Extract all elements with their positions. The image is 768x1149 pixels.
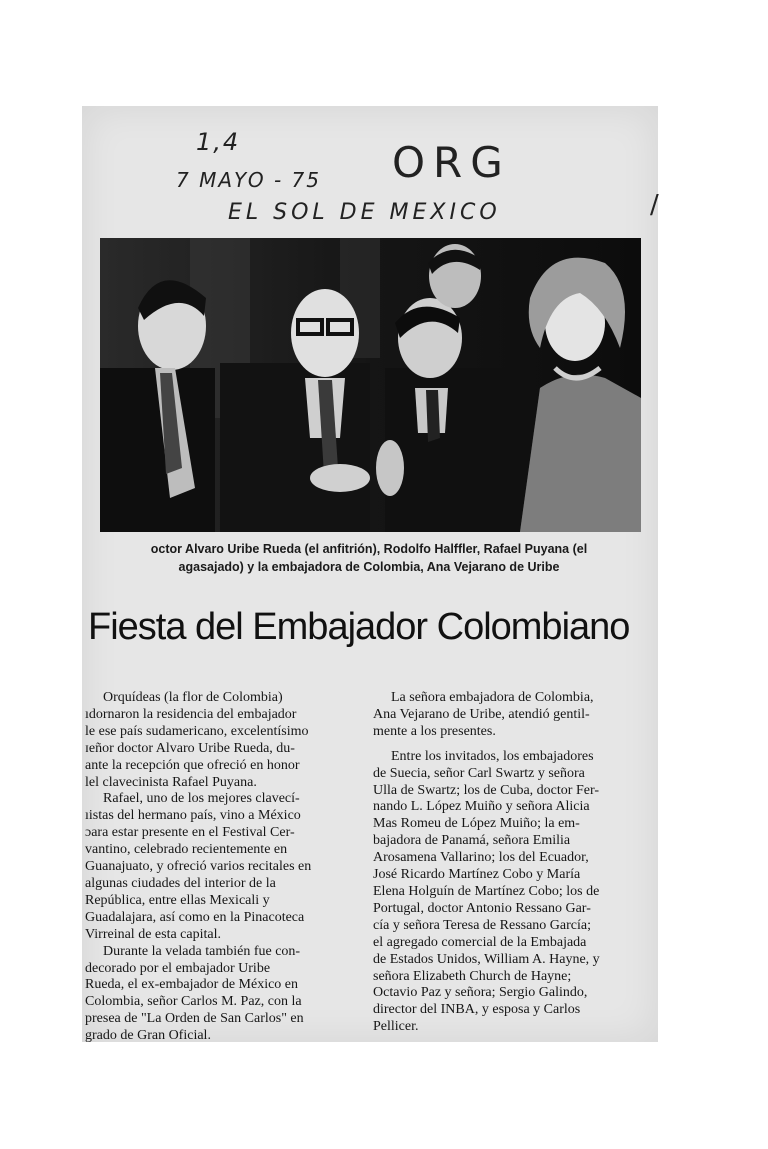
article-line: señora Elizabeth Church de Hayne;	[373, 968, 572, 984]
article-line: presea de "La Orden de San Carlos" en	[85, 1011, 304, 1027]
article-line: nando L. López Muiño y señora Alicia	[373, 799, 590, 815]
handwritten-newspaper-name: EL SOL DE MEXICO	[228, 200, 501, 225]
article-line: República, entre ellas Mexicali y	[85, 892, 270, 908]
article-line: Rafael, uno de los mejores clavecí-	[103, 791, 300, 807]
article-line: ɔara estar presente en el Festival Cer-	[85, 825, 295, 841]
caption-line-2: agasajado) y la embajadora de Colombia, Ana Vejarano de Uribe	[178, 560, 560, 574]
article-line: Guanajuato, y ofreció varios recitales en	[85, 859, 312, 875]
article-line: Orquídeas (la flor de Colombia)	[103, 690, 283, 705]
article-line: el agregado comercial de la Embajada	[373, 934, 587, 950]
article-line: La señora embajadora de Colombia,	[391, 690, 594, 705]
article-line: lel clavecinista Rafael Puyana.	[85, 774, 257, 790]
article-right-column	[373, 690, 645, 1036]
photo-of-five-people-icon	[100, 238, 641, 532]
article-line: Octavio Paz y señora; Sergio Galindo,	[373, 985, 588, 1001]
article-line: José Ricardo Martínez Cobo y María	[373, 867, 581, 883]
article-line: Portugal, doctor Antonio Ressano Gar-	[373, 900, 591, 916]
article-line: Ana Vejarano de Uribe, atendió gentil-	[373, 706, 590, 722]
handwritten-org-label: ORG	[392, 138, 511, 187]
article-line: ante la recepción que ofreció en honor	[85, 757, 300, 773]
article-line: Ulla de Swartz; los de Cuba, doctor Fer-	[373, 782, 599, 798]
article-line: mente a los presentes.	[373, 723, 496, 739]
article-line: cía y señora Teresa de Ressano García;	[373, 917, 591, 933]
handwritten-mark: /	[650, 190, 661, 220]
article-line: Entre los invitados, los embajadores	[391, 748, 594, 764]
article-line: Arosamena Vallarino; los del Ecuador,	[373, 850, 589, 866]
photo-caption	[94, 540, 644, 576]
article-line: Guadalajara, así como en la Pinacoteca	[85, 909, 305, 925]
caption-line-1: octor Alvaro Uribe Rueda (el anfitrión), Rodolfo Halffler, Rafael Puyana (el	[150, 542, 588, 556]
article-line: de Estados Unidos, William A. Hayne, y	[373, 951, 600, 967]
article-line: Virreinal de esta capital.	[85, 926, 221, 942]
article-line: Mas Romeu de López Muiño; la em-	[373, 816, 580, 832]
handwritten-date: 7 MAYO - 75	[176, 168, 322, 192]
article-line: decorado por el embajador Uribe	[85, 960, 271, 976]
article-headline: Fiesta del Embajador Colombiano	[88, 606, 630, 648]
article-line	[373, 741, 645, 749]
article-line: ıistas del hermano país, vino a México	[85, 808, 301, 824]
article-line: ɪeñor doctor Alvaro Uribe Rueda, du-	[85, 740, 295, 756]
article-line: ıdornaron la residencia del embajador	[85, 706, 297, 722]
article-line: Colombia, señor Carlos M. Paz, con la	[85, 994, 302, 1010]
article-line: director del INBA, y esposa y Carlos	[373, 1002, 581, 1018]
handwritten-page-number: 1,4	[196, 128, 241, 156]
article-line: vantino, celebrado recientemente en	[85, 842, 288, 858]
article-line: algunas ciudades del interior de la	[85, 875, 276, 891]
article-left-column	[85, 690, 363, 1045]
news-photo	[100, 238, 641, 532]
article-line: Pellicer.	[373, 1019, 419, 1035]
article-line: Elena Holguín de Martínez Cobo; los de	[373, 883, 600, 899]
article-line: Rueda, el ex-embajador de México en	[85, 977, 299, 993]
article-line: bajadora de Panamá, señora Emilia	[373, 833, 571, 849]
article-line: le ese país sudamericano, excelentísimo	[85, 723, 309, 739]
article-line: grado de Gran Oficial.	[85, 1028, 211, 1044]
article-line: Durante la velada también fue con-	[103, 943, 301, 959]
article-line: de Suecia, señor Carl Swartz y señora	[373, 765, 585, 781]
